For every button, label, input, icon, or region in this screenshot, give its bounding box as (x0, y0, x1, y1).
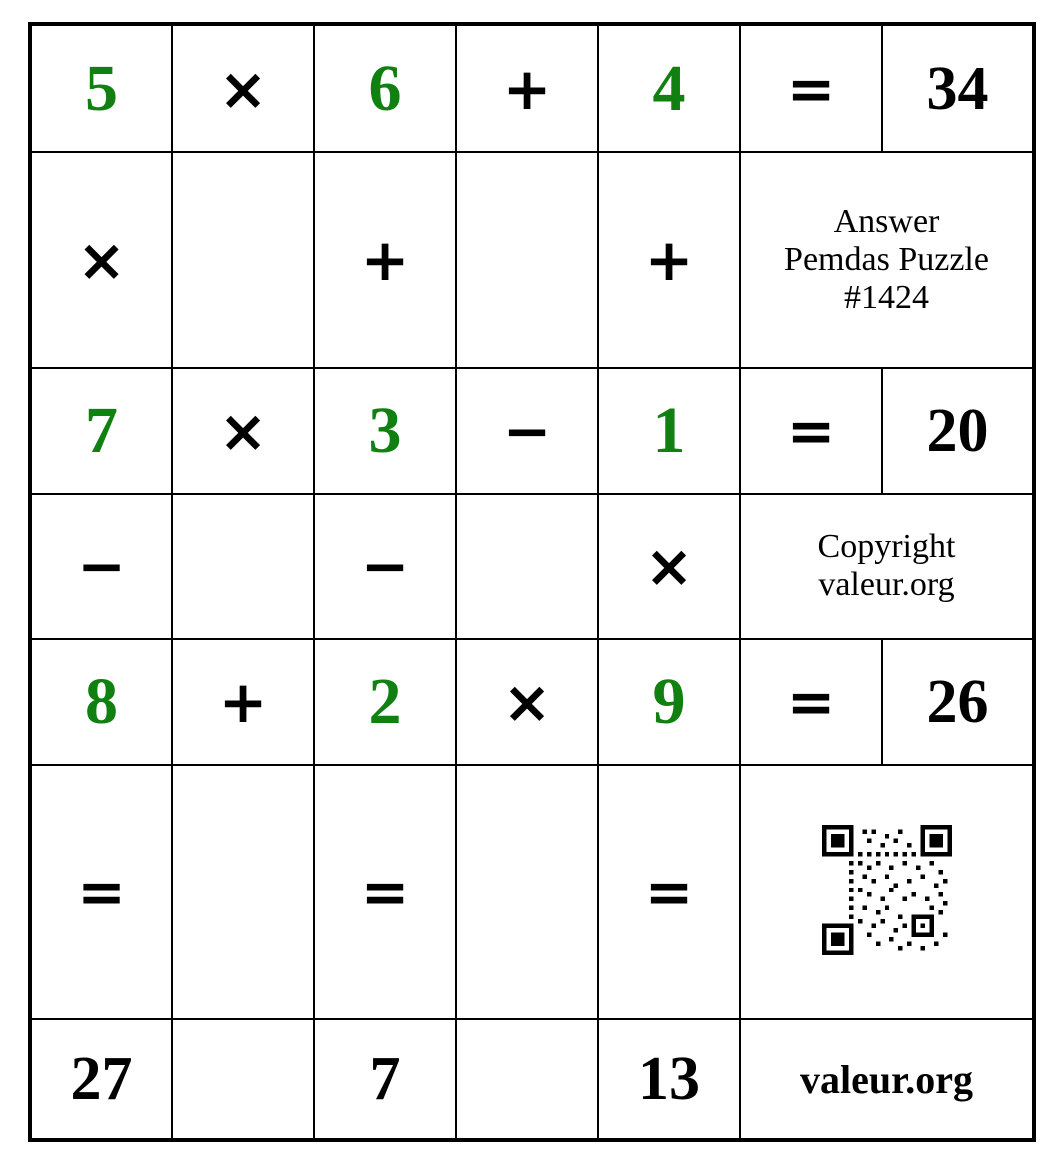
cell-number (30, 24, 172, 152)
cell-blank (456, 765, 598, 1019)
brand-label: valeur.org (800, 1056, 973, 1102)
cell-result (30, 1019, 172, 1140)
copyright-line-1: Copyright (817, 528, 956, 566)
cell-operator (314, 152, 456, 368)
cell-operator (456, 24, 598, 152)
operator-symbol: × (218, 396, 268, 465)
equals-symbol: = (77, 858, 126, 927)
cell-result (882, 368, 1034, 494)
cell-number (30, 639, 172, 765)
copyright-cell (740, 494, 1034, 639)
cell-operator (598, 494, 740, 639)
number-value: 9 (652, 665, 686, 739)
table-row (30, 368, 1034, 494)
operator-symbol: + (502, 54, 552, 123)
cell-number (598, 368, 740, 494)
qr-code-icon (822, 825, 952, 955)
operator-symbol: + (360, 225, 410, 294)
cell-blank (172, 494, 314, 639)
cell-number (314, 639, 456, 765)
equals-symbol: = (644, 858, 694, 927)
table-row (30, 765, 1034, 1019)
cell-operator (172, 368, 314, 494)
puzzle-grid (28, 22, 1036, 1142)
table-row (30, 639, 1034, 765)
number-value: 5 (85, 51, 118, 125)
cell-operator (172, 639, 314, 765)
number-value: 4 (652, 51, 686, 125)
cell-operator (30, 152, 172, 368)
puzzle-title-cell (740, 152, 1034, 368)
equals-symbol: = (786, 668, 836, 737)
cell-blank (456, 1019, 598, 1140)
copyright-line-2: valeur.org (818, 566, 955, 604)
cell-operator (314, 494, 456, 639)
equals-symbol: = (786, 396, 836, 465)
number-value: 1 (652, 393, 686, 467)
operator-symbol: − (502, 396, 552, 465)
cell-result (598, 1019, 740, 1140)
number-value: 6 (368, 51, 402, 125)
cell-blank (456, 152, 598, 368)
puzzle-title-line-1: Answer (833, 202, 940, 240)
operator-symbol: − (360, 532, 410, 601)
cell-number (30, 368, 172, 494)
puzzle-title-line-3: #1424 (844, 278, 929, 316)
operator-symbol: + (218, 668, 268, 737)
cell-equals (740, 24, 882, 152)
cell-result (882, 639, 1034, 765)
number-value: 7 (85, 393, 118, 467)
cell-result (314, 1019, 456, 1140)
number-value: 2 (368, 665, 402, 739)
brand-cell (740, 1019, 1034, 1140)
cell-blank (172, 765, 314, 1019)
table-row (30, 1019, 1034, 1140)
operator-symbol: + (644, 225, 694, 294)
cell-number (598, 24, 740, 152)
cell-result (882, 24, 1034, 152)
cell-equals (740, 639, 882, 765)
operator-symbol: − (77, 532, 126, 601)
operator-symbol: × (77, 225, 126, 294)
result-value: 13 (638, 1045, 700, 1114)
equals-symbol: = (360, 858, 410, 927)
table-row (30, 152, 1034, 368)
equals-symbol: = (786, 54, 836, 123)
result-value: 27 (70, 1045, 133, 1114)
cell-operator (172, 24, 314, 152)
cell-number (598, 639, 740, 765)
cell-operator (456, 368, 598, 494)
result-value: 26 (926, 668, 989, 737)
table-row (30, 24, 1034, 152)
cell-number (314, 24, 456, 152)
cell-operator (598, 152, 740, 368)
puzzle-title-line-2: Pemdas Puzzle (784, 240, 989, 278)
operator-symbol: × (502, 668, 552, 737)
cell-equals (314, 765, 456, 1019)
cell-equals (740, 368, 882, 494)
qr-code-cell (740, 765, 1034, 1019)
result-value: 34 (926, 54, 989, 123)
cell-blank (172, 152, 314, 368)
result-value: 20 (926, 396, 989, 465)
table-row (30, 494, 1034, 639)
cell-equals (30, 765, 172, 1019)
cell-number (314, 368, 456, 494)
operator-symbol: × (644, 532, 694, 601)
number-value: 8 (85, 665, 118, 739)
cell-operator (456, 639, 598, 765)
cell-blank (456, 494, 598, 639)
cell-equals (598, 765, 740, 1019)
number-value: 3 (368, 393, 402, 467)
cell-blank (172, 1019, 314, 1140)
cell-operator (30, 494, 172, 639)
result-value: 7 (369, 1045, 401, 1114)
operator-symbol: × (218, 54, 268, 123)
